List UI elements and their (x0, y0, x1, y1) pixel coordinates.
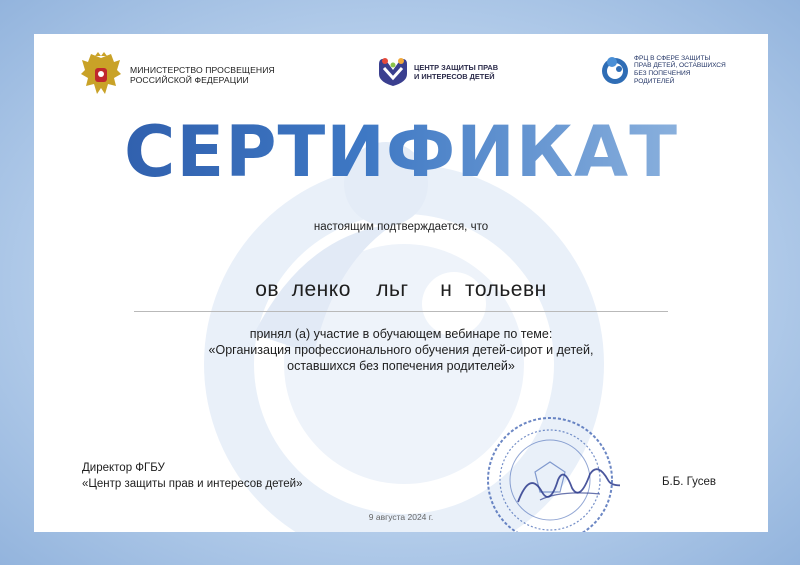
ministry-logo-line: МИНИСТЕРСТВО ПРОСВЕЩЕНИЯ (130, 65, 275, 75)
eagle-emblem-icon (80, 52, 122, 98)
center-logo (376, 56, 498, 88)
recipient-name: ов ленко льг н тольевн (255, 278, 547, 301)
name-underline (134, 311, 668, 312)
ministry-logo (80, 52, 275, 98)
frc-logo (600, 54, 726, 86)
webinar-description-line: принял (а) участие в обучающем вебинаре по теме: (249, 327, 553, 341)
signer-name: Б.Б. Гусев (662, 476, 717, 488)
certificate-title: СЕРТИФИКАТ (34, 112, 768, 192)
frc-logo-line: ФРЦ В СФЕРЕ ЗАЩИТЫ (634, 54, 711, 62)
center-logo-line: И ИНТЕРЕСОВ ДЕТЕЙ (414, 72, 495, 81)
webinar-description-line: «Организация профессионального обучения детей-сирот и детей, (208, 343, 594, 357)
children-heart-icon (376, 56, 410, 88)
frc-logo-line: РОДИТЕЛЕЙ (634, 77, 675, 85)
signer-position-line: Директор ФГБУ (82, 462, 165, 474)
signature-scribble (518, 469, 620, 502)
frc-logo-line: БЕЗ ПОПЕЧЕНИЯ (634, 70, 691, 77)
center-logo-line: ЦЕНТР ЗАЩИТЫ ПРАВ (414, 63, 499, 72)
webinar-description-line: оставшихся без попечения родителей» (287, 359, 515, 373)
frc-logo-line: ПРАВ ДЕТЕЙ, ОСТАВШИХСЯ (634, 62, 726, 70)
signer-position-line: «Центр защиты прав и интересов детей» (82, 478, 303, 490)
certificate-sheet (34, 34, 768, 532)
webinar-description (34, 326, 768, 374)
ministry-logo-line: РОССИЙСКОЙ ФЕДЕРАЦИИ (130, 75, 249, 85)
signer-position (82, 460, 303, 492)
frc-emblem-icon (600, 54, 630, 86)
confirmation-text: настоящим подтверждается, что (313, 221, 489, 233)
issue-date: 9 августа 2024 г. (368, 512, 434, 522)
